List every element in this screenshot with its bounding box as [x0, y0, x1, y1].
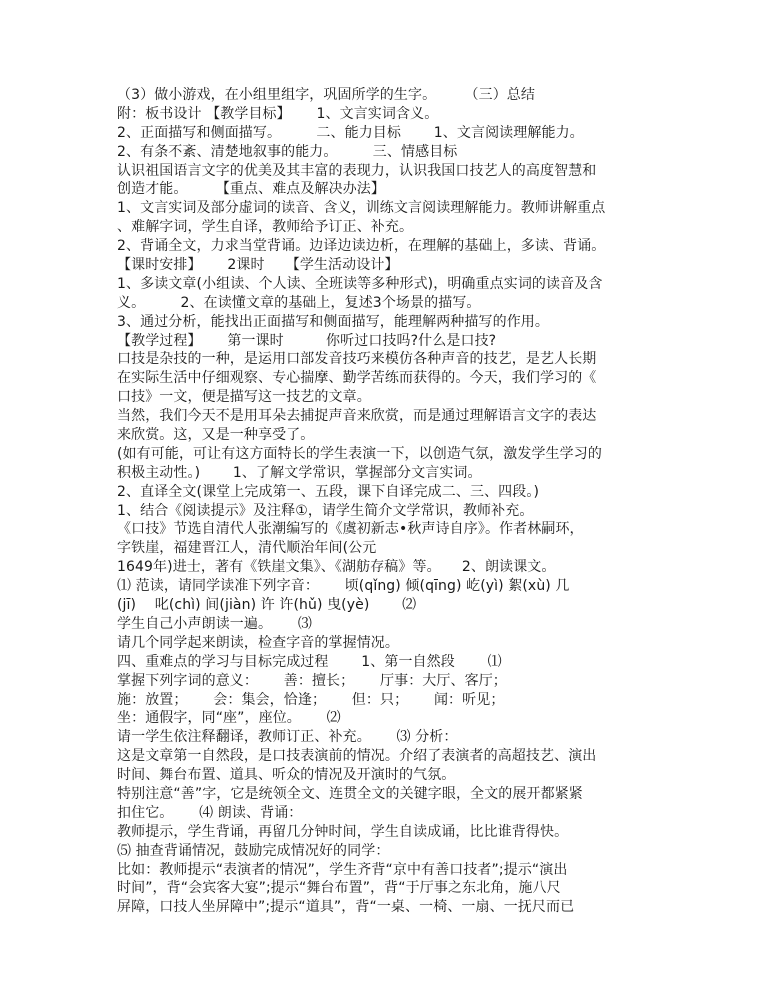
- text-line: ⑴ 范读，请同学读准下列字音： 顷(qǐng) 倾(qīng) 屹(yì) 絮(xù) 几: [117, 578, 570, 595]
- text-line: 请一学生依注释翻译，教师订正、补充。 ⑶ 分析：: [117, 729, 458, 746]
- text-line: ⑸ 抽查背诵情况，鼓励完成情况好的同学：: [117, 842, 390, 859]
- text-line: 1、结合《阅读提示》及注释①，请学生简介文学常识，教师补充。: [117, 502, 534, 519]
- text-line: 1、文言实词及部分虚词的读音、含义，训练文言阅读理解能力。教师讲解重点: [117, 200, 606, 217]
- text-line: 当然，我们今天不是用耳朵去捕捉声音来欣赏，而是通过理解语言文字的表达: [117, 408, 597, 425]
- text-line: 坐：通假字，同“座”，座位。 ⑵: [117, 710, 341, 727]
- text-line: 认识祖国语言文字的优美及其丰富的表现力，认识我国口技艺人的高度智慧和: [117, 162, 597, 179]
- text-line: 屏障，口技人坐屏障中”;提示“道具”，背“一桌、一椅、一扇、一抚尺而已: [117, 899, 575, 916]
- text-line: 施：放置； 会：集会，恰逢； 但：只； 闻：听见；: [117, 691, 505, 708]
- text-line: 【课时安排】 2课时 【学生活动设计】: [117, 257, 399, 274]
- text-line: 2、正面描写和侧面描写。 二、能力目标 1、文言阅读理解能力。: [117, 124, 584, 141]
- text-line: (如有可能，可让有这方面特长的学生表演一下，以创造气氛，激发学生学习的: [117, 445, 602, 462]
- text-line: 【教学过程】 第一课时 你听过口技吗?什么是口技?: [117, 332, 497, 349]
- text-line: 掌握下列字词的意义： 善：擅长； 厅事：大厅、客厅；: [117, 672, 507, 689]
- text-line: 时间”，背“会宾客大宴”;提示“舞台布置”，背“于厅事之东北角，施八尺: [117, 880, 561, 897]
- text-line: 字铁崖，福建晋江人，清代顺治年间(公元: [117, 540, 377, 557]
- text-line: 教师提示，学生背诵，再留几分钟时间，学生自读成诵，比比谁背得快。: [117, 823, 569, 840]
- text-line: 特别注意“善”字，它是统领全文、连贯全文的关键字眼，全文的展开都紧紧: [117, 785, 583, 802]
- text-line: 1、多读文章(小组读、个人读、全班读等多种形式)，明确重点实词的读音及含: [117, 275, 603, 292]
- text-line: 扣住它。 ⑷ 朗读、背诵：: [117, 804, 303, 821]
- text-line: 创造才能。 【重点、难点及解决办法】: [117, 181, 385, 198]
- text-line: 时间、舞台布置、道具、听众的情况及开演时的气氛。: [117, 767, 456, 784]
- text-line: 积极主动性。) 1、了解文学常识，掌握部分文言实词。: [117, 464, 482, 481]
- text-line: 3、通过分析，能找出正面描写和侧面描写，能理解两种描写的作用。: [117, 313, 550, 330]
- text-line: 四、重难点的学习与目标完成过程 1、第一自然段 ⑴: [117, 653, 502, 670]
- text-line: 义。 2、在读懂文章的基础上，复述3个场景的描写。: [117, 294, 481, 311]
- text-line: 口技》一文，便是描写这一技艺的文章。: [117, 389, 371, 406]
- text-line: 比如：教师提示“表演者的情况”，学生齐背“京中有善口技者”;提示“演出: [117, 861, 568, 878]
- text-line: 2、背诵全文，力求当堂背诵。边译边读边析，在理解的基础上，多读、背诵。: [117, 238, 606, 255]
- text-line: 1649年)进士，著有《铁崖文集》、《湖舫存稿》等。 2、朗读课文。: [117, 559, 556, 576]
- text-line: 、难解字词，学生自译，教师给予订正、补充。: [117, 219, 414, 236]
- text-line: 附：板书设计 【教学目标】 1、文言实词含义。: [117, 105, 439, 122]
- text-line: 请几个同学起来朗读，检查字音的掌握情况。: [117, 634, 399, 651]
- text-line: 2、有条不紊、清楚地叙事的能力。 三、情感目标: [117, 143, 458, 160]
- text-line: 学生自己小声朗读一遍。 ⑶: [117, 615, 312, 632]
- text-line: 《口技》节选自清代人张潮编写的《虞初新志•秋声诗自序》。作者林嗣环，: [117, 521, 584, 538]
- text-line: (jī) 叱(chì) 间(jiàn) 许 许(hǔ) 曳(yè) ⑵: [117, 597, 417, 614]
- text-line: 口技是杂技的一种，是运用口部发音技巧来模仿各种声音的技艺，是艺人长期: [117, 351, 597, 368]
- text-line: 这是文章第一自然段，是口技表演前的情况。介绍了表演者的高超技艺、演出: [117, 748, 597, 765]
- text-line: （3）做小游戏，在小组里组字，巩固所学的生字。 （三）总结: [117, 87, 536, 103]
- document-body: [117, 86, 662, 917]
- text-line: 来欣赏。这，又是一种享受了。: [117, 427, 315, 444]
- text-line: 2、直译全文(课堂上完成第一、五段，课下自译完成二、三、四段。): [117, 483, 540, 500]
- text-line: 在实际生活中仔细观察、专心揣摩、勤学苦练而获得的。今天，我们学习的《: [117, 370, 597, 387]
